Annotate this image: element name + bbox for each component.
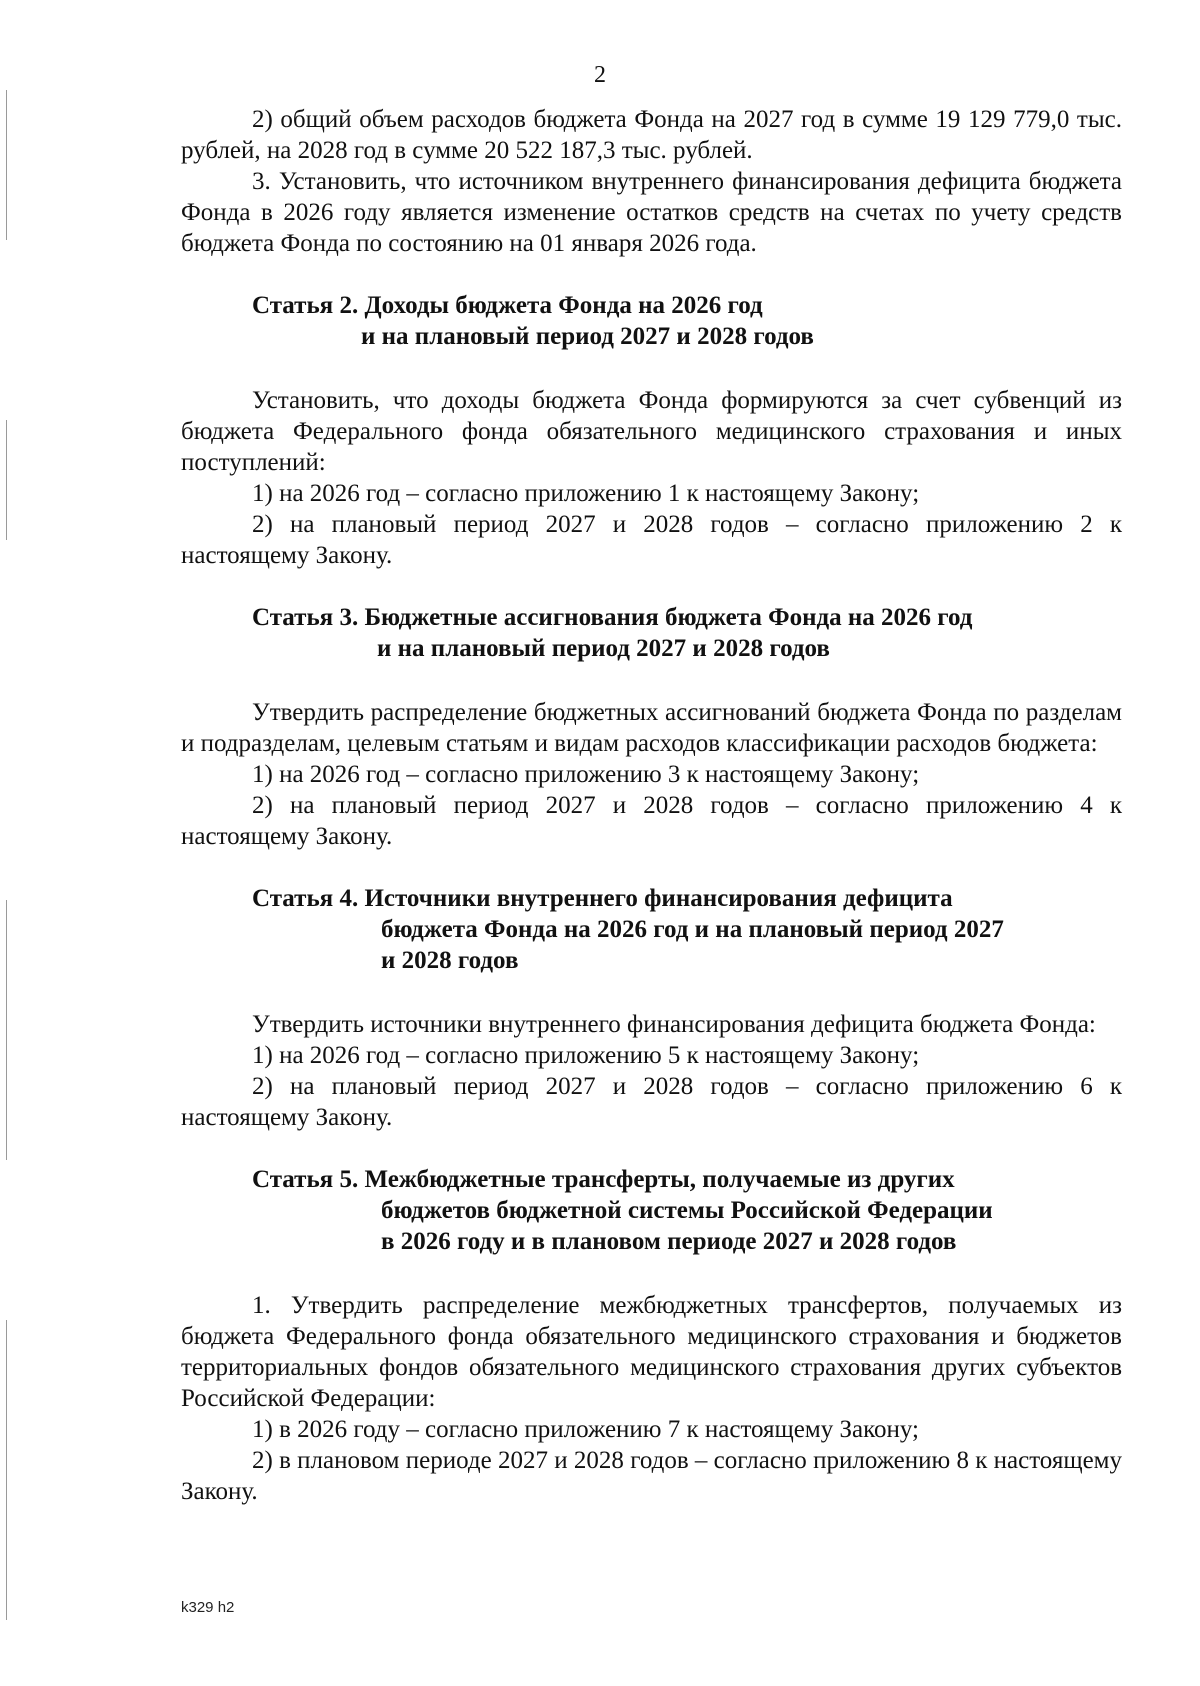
article-4-item-1: 1) на 2026 год – согласно приложению 5 к настоящему Закону; bbox=[252, 1042, 920, 1069]
paragraph-total-expenses: 2) общий объем расходов бюджета Фонда на 2027 год в сумме 19 129 779,0 тыс. рублей, на 2028 год в сумме 20 522 187,3 тыс. рублей. bbox=[181, 106, 1122, 164]
article-4-item-2: 2) на плановый период 2027 и 2028 годов – согласно приложению 6 к настоящему Закону. bbox=[181, 1073, 1122, 1131]
heading-line: бюджетов бюджетной системы Российской Федерации bbox=[381, 1197, 993, 1224]
article-3-item-1: 1) на 2026 год – согласно приложению 3 к настоящему Закону; bbox=[252, 761, 920, 788]
document-code: k329 h2 bbox=[181, 1599, 235, 1616]
article-4-heading bbox=[181, 883, 1122, 976]
article-5-item-1: 1) в 2026 году – согласно приложению 7 к настоящему Закону; bbox=[252, 1416, 919, 1443]
scan-edge-mark bbox=[6, 420, 7, 540]
heading-line: и на плановый период 2027 и 2028 годов bbox=[361, 323, 814, 350]
scan-edge-mark bbox=[6, 1320, 7, 1620]
article-2-item-1: 1) на 2026 год – согласно приложению 1 к настоящему Закону; bbox=[252, 480, 920, 507]
article-4-intro: Утвердить источники внутреннего финансирования дефицита бюджета Фонда: bbox=[252, 1011, 1096, 1038]
document-body bbox=[181, 104, 1122, 1507]
article-3-heading bbox=[181, 602, 1122, 664]
page-number: 2 bbox=[594, 62, 606, 88]
heading-line: бюджета Фонда на 2026 год и на плановый период 2027 bbox=[381, 916, 1004, 943]
scan-edge-mark bbox=[6, 90, 7, 240]
heading-line: в 2026 году и в плановом периоде 2027 и 2028 годов bbox=[381, 1228, 957, 1255]
heading-line: Статья 5. Межбюджетные трансферты, получаемые из других bbox=[252, 1166, 955, 1193]
article-2-heading bbox=[181, 290, 1122, 352]
article-2-item-2: 2) на плановый период 2027 и 2028 годов – согласно приложению 2 к настоящему Закону. bbox=[181, 511, 1122, 569]
article-3-intro: Утвердить распределение бюджетных ассигнований бюджета Фонда по разделам и подразделам, целевым статьям и видам расходов классификации расходов бюджета: bbox=[181, 699, 1122, 757]
article-2-intro: Установить, что доходы бюджета Фонда формируются за счет субвенций из бюджета Федерального фонда обязательного медицинского страхования и иных поступлений: bbox=[181, 387, 1122, 476]
heading-line: Статья 3. Бюджетные ассигнования бюджета Фонда на 2026 год bbox=[252, 604, 973, 631]
heading-line: Статья 4. Источники внутреннего финансирования дефицита bbox=[252, 885, 953, 912]
paragraph-deficit-source: 3. Установить, что источником внутреннего финансирования дефицита бюджета Фонда в 2026 году является изменение остатков средств на счетах по учету средств бюджета Фонда по состоянию на 01 января 2026 года. bbox=[181, 168, 1122, 257]
heading-line: и на плановый период 2027 и 2028 годов bbox=[377, 635, 830, 662]
scan-edge-mark bbox=[6, 900, 7, 1160]
heading-line: и 2028 годов bbox=[381, 947, 519, 974]
article-5-item-2: 2) в плановом периоде 2027 и 2028 годов – согласно приложению 8 к настоящему Закону. bbox=[181, 1447, 1122, 1505]
article-5-intro: 1. Утвердить распределение межбюджетных трансфертов, получаемых из бюджета Федерального фонда обязательного медицинского страхования и бюджетов территориальных фондов обязательного медицинского страхования других субъектов Российской Федерации: bbox=[181, 1292, 1122, 1412]
article-5-heading bbox=[181, 1164, 1122, 1257]
heading-line: Статья 2. Доходы бюджета Фонда на 2026 год bbox=[252, 292, 763, 319]
article-3-item-2: 2) на плановый период 2027 и 2028 годов – согласно приложению 4 к настоящему Закону. bbox=[181, 792, 1122, 850]
